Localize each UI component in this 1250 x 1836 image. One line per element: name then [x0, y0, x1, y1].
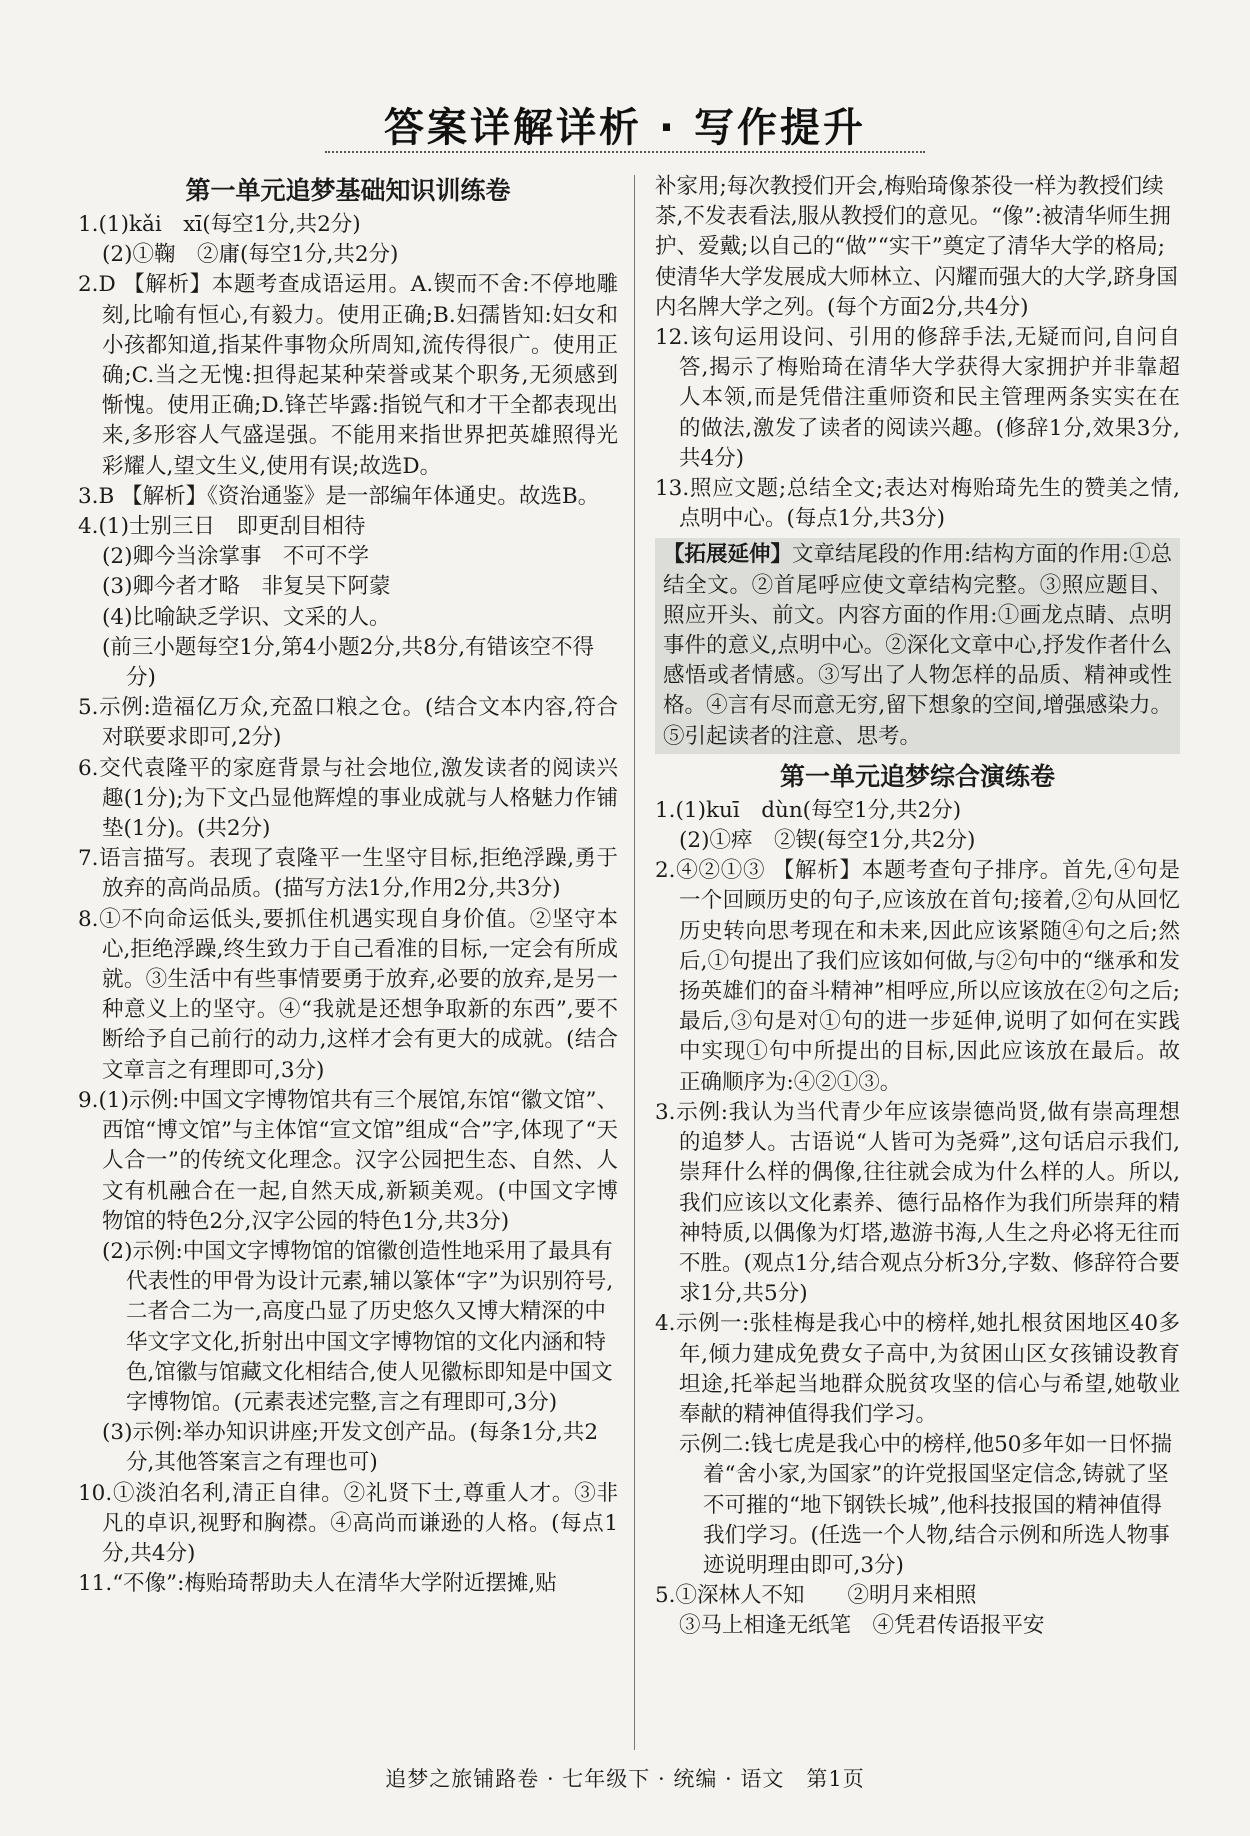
- answer-item: 示例二:钱七虎是我心中的榜样,他50多年如一日怀揣着“舍小家,为国家”的许党报国坚定信念,铸就了坚不可摧的“地下钢铁长城”,他科技报国的精神值得我们学习。(任选一个人物,结合示例和所选人物事迹说明理由即可,3分): [679, 1432, 1172, 1578]
- answer-item: 11.“不像”:梅贻琦帮助夫人在清华大学附近摆摊,贴: [78, 1571, 557, 1597]
- right-column: [655, 172, 1180, 1642]
- page-footer: 追梦之旅铺路卷 · 七年级下 · 统编 · 语文 第1页: [385, 1767, 865, 1791]
- section-title: 第一单元追梦综合演练卷: [779, 761, 1055, 791]
- answer-item: 13.照应文题;总结全文;表达对梅贻琦先生的赞美之情,点明中心。(每点1分,共3分): [655, 476, 1180, 532]
- answer-item: 5.①深林人不知 ②明月来相照: [655, 1583, 977, 1609]
- answer-item: 3.B 【解析】《资治通鉴》是一部编年体通史。故选B。: [78, 483, 600, 509]
- extension-box: [655, 538, 1180, 753]
- answer-item: 2.D 【解析】本题考查成语运用。A.锲而不舍:不停地雕刻,比喻有恒心,有毅力。使用正确;B.妇孺皆知:妇女和小孩都知道,指某件事物众所周知,流传得很广。使用正确;C.当之无愧:担得起某种荣誉或某个职务,无须感到惭愧。使用正确;D.锋芒毕露:指锐气和才干全都表现出来,多形容人气盛逞强。不能用来指世界把英雄照得光彩耀人,望文生义,使用有误;故选D。: [78, 272, 618, 479]
- section-title: 第一单元追梦基础知识训练卷: [185, 176, 511, 205]
- answer-item: 4.(1)士别三日 即更刮目相待: [78, 514, 366, 540]
- answer-item: 2.④②①③ 【解析】本题考查句子排序。首先,④句是一个回顾历史的句子,应该放在首句;接着,②句从回忆历史转向思考现在和未来,因此应该紧随④句之后;然后,①句提出了我们应该如何做,与②句中的“继承和发扬英雄们的奋斗精神”相呼应,所以应该放在②句之后;最后,③句是对①句的进一步延伸,说明了如何在实践中实现①句中所提出的目标,因此应该放在最后。故正确顺序为:④②①③。: [655, 858, 1180, 1095]
- answer-item: 4.示例一:张桂梅是我心中的榜样,她扎根贫困地区40多年,倾力建成免费女子高中,为贫困山区女孩铺设教育坦途,托举起当地群众脱贫攻坚的信心与希望,她敬业奉献的精神值得我们学习。: [655, 1311, 1180, 1427]
- answer-item: 3.示例:我认为当代青少年应该崇德尚贤,做有崇高理想的追梦人。古语说“人皆可为尧舜”,这句话启示我们,崇拜什么样的偶像,往往就会成为什么样的人。所以,我们应该以文化素养、德行品格作为我们所崇拜的精神特质,以偶像为灯塔,遨游书海,人生之舟必将无往而不胜。(观点1分,结合观点分析3分,字数、修辞符合要求1分,共5分): [655, 1099, 1180, 1307]
- title-divider: [325, 151, 925, 153]
- answer-item: 7.语言描写。表现了袁隆平一生坚守目标,拒绝浮躁,勇于放弃的高尚品质。(描写方法1分,作用2分,共3分): [78, 846, 618, 902]
- answer-item: 1.(1)kuī dùn(每空1分,共2分): [655, 797, 962, 823]
- answer-item: 8.①不向命运低头,要抓住机遇实现自身价值。②坚守本心,拒绝浮躁,终生致力于自己看准的目标,一定会有所成就。③生活中有些事情要勇于放弃,必要的放弃,是另一种意义上的坚守。④“我就是还想争取新的东西”,要不断给予自己前行的动力,这样才会有更大的成就。(结合文章言之有理即可,3分): [78, 906, 618, 1083]
- page-title: 答案详解详析 · 写作提升: [383, 105, 867, 151]
- answer-item: (2)①瘁 ②锲(每空1分,共2分): [679, 828, 976, 854]
- answer-item: 1.(1)kǎi xī(每空1分,共2分): [78, 212, 361, 237]
- column-divider: [634, 175, 635, 1750]
- answer-item: (3)示例:举办知识讲座;开发文创产品。(每条1分,共2分,其他答案言之有理也可): [102, 1420, 599, 1476]
- answer-item: (3)卿今者才略 非复吴下阿蒙: [102, 574, 391, 600]
- extension-tag: 【拓展延伸】: [663, 542, 793, 568]
- answer-item: 12.该句运用设问、引用的修辞手法,无疑而问,自问自答,揭示了梅贻琦在清华大学获得大家拥护并非靠超人本领,而是凭借注重师资和民主管理两条实实在在的做法,激发了读者的阅读兴趣。(修辞1分,效果3分,共4分): [655, 325, 1180, 471]
- answer-item: (2)示例:中国文字博物馆的馆徽创造性地采用了最具有代表性的甲骨为设计元素,辅以篆体“字”为识别符号,二者合二为一,高度凸显了历史悠久又博大精深的中华文字文化,折射出中国文字博物馆的文化内涵和特色,馆徽与馆藏文化相结合,使人见徽标即知是中国文字博物馆。(元素表述完整,言之有理即可,3分): [102, 1238, 614, 1415]
- answer-item: 9.(1)示例:中国文字博物馆共有三个展馆,东馆“徽文馆”、西馆“博文馆”与主体馆“宣文馆”组成“合”字,体现了“天人合一”的传统文化理念。汉字公园把生态、自然、人文有机融合在一起,自然天成,新颖美观。(中国文字博物馆的特色2分,汉字公园的特色1分,共3分): [78, 1087, 618, 1234]
- left-column: [78, 172, 618, 1599]
- answer-item: (前三小题每空1分,第4小题2分,共8分,有错该空不得分): [102, 634, 595, 691]
- answer-item: 5.示例:造福亿万众,充盈口粮之仓。(结合文本内容,符合对联要求即可,2分): [78, 695, 618, 751]
- answer-item: ③马上相逢无纸笔 ④凭君传语报平安: [679, 1613, 1045, 1639]
- answer-item: (2)卿今当涂掌事 不可不学: [102, 544, 369, 570]
- answer-item: (4)比喻缺乏学识、文采的人。: [102, 604, 391, 630]
- answer-item: (2)①鞠 ②庸(每空1分,共2分): [102, 242, 399, 268]
- answer-item: 补家用;每次教授们开会,梅贻琦像茶役一样为教授们续茶,不发表看法,服从教授们的意见。“像”:被清华师生拥护、爱戴;以自己的“做”“实干”奠定了清华大学的格局;使清华大学发展成大师林立、闪耀而强大的大学,跻身国内名牌大学之列。(每个方面2分,共4分): [655, 174, 1178, 320]
- answer-item: 6.交代袁隆平的家庭背景与社会地位,激发读者的阅读兴趣(1分);为下文凸显他辉煌的事业成就与人格魅力作铺垫(1分)。(共2分): [78, 755, 618, 842]
- answer-item: 10.①淡泊名利,清正自律。②礼贤下士,尊重人才。③非凡的卓识,视野和胸襟。④高尚而谦逊的人格。(每点1分,共4分): [78, 1480, 618, 1566]
- extension-text: 文章结尾段的作用:结构方面的作用:①总结全文。②首尾呼应使文章结构完整。③照应题目、照应开头、前文。内容方面的作用:①画龙点睛、点明事件的意义,点明中心。②深化文章中心,抒发作者什么感悟或者情感。③写出了人物怎样的品质、精神或性格。④言有尽而意无穷,留下想象的空间,增强感染力。⑤引起读者的注意、思考。: [663, 542, 1173, 749]
